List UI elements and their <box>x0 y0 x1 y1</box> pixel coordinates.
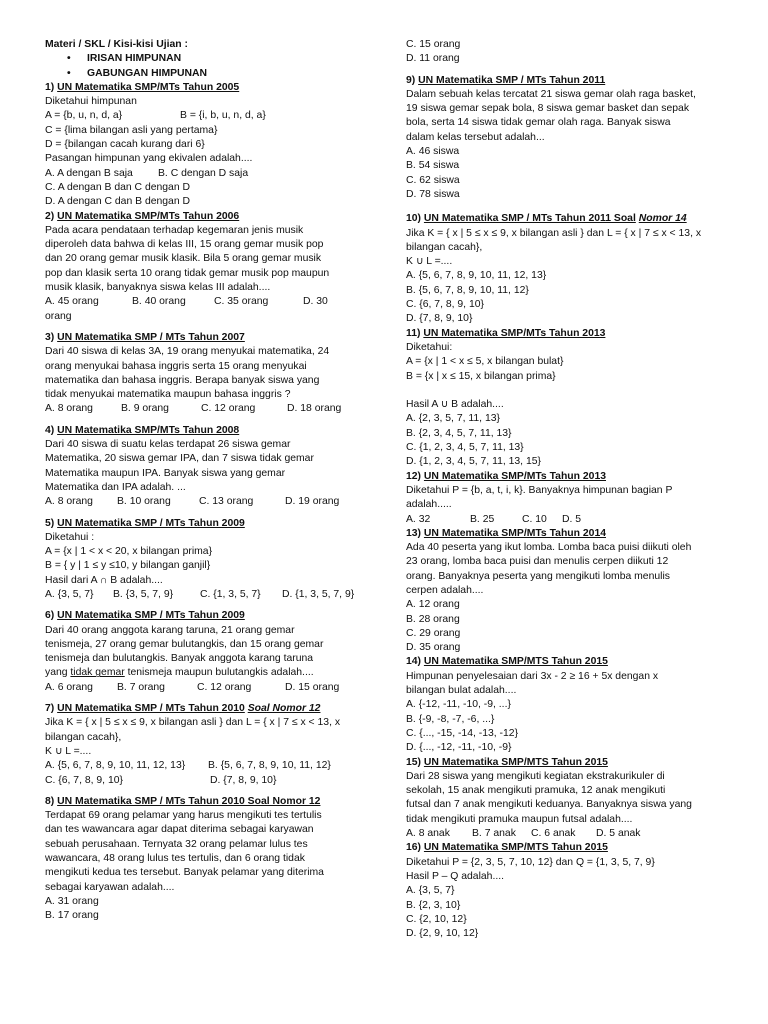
option-d: D. {7, 8, 9, 10} <box>406 313 473 325</box>
option-b: B. {5, 6, 7, 8, 9, 10, 11, 12} <box>406 284 529 296</box>
question-text: B = {x | x ≤ 15, x bilangan prima} <box>406 370 556 382</box>
question-heading: 11) UN Matematika SMP/MTs Tahun 2013 <box>406 327 606 339</box>
question-text: wawancara, 48 orang lulus tes tertulis, dan 6 orang tidak <box>45 853 305 865</box>
option-d: D. 30 <box>303 296 328 308</box>
option-d: D. {1, 3, 5, 7, 9} <box>282 588 355 600</box>
bullet-icon: • <box>67 67 71 79</box>
option-d: D. A dengan C dan B dengan D <box>45 196 191 208</box>
question-heading: 15) UN Matematika SMP/MTS Tahun 2015 <box>406 756 608 768</box>
option-c: C. {..., -15, -14, -13, -12} <box>406 727 519 739</box>
question-text: Ada 40 peserta yang ikut lomba. Lomba baca puisi diikuti oleh <box>406 542 692 554</box>
answer-options <box>45 681 390 695</box>
question-text: Diketahui P = {b, a, t, i, k}. Banyaknya himpunan bagian P <box>406 484 673 496</box>
question-text: sekolah, 15 anak mengikuti pramuka, 12 anak mengikuti <box>406 785 666 797</box>
question-text: adalah..... <box>406 499 452 511</box>
right-column <box>406 38 738 941</box>
option-b: B. 7 orang <box>117 681 165 693</box>
question-4 <box>45 424 390 510</box>
option-a: A. 45 orang <box>45 296 99 308</box>
question-text: tidak mengikuti pramuka maupun futsal adalah.... <box>406 813 633 825</box>
option-d: D. {2, 9, 10, 12} <box>406 928 479 940</box>
answer-options <box>45 402 390 416</box>
option-b: B. {2, 3, 10} <box>406 899 461 911</box>
question-text: futsal dan 7 anak mengikuti keduanya. Banyaknya siswa yang <box>406 799 692 811</box>
option-c: C. {1, 2, 3, 4, 5, 7, 11, 13} <box>406 442 524 454</box>
option-b: B. {5, 6, 7, 8, 9, 10, 11, 12} <box>208 760 331 772</box>
option-d: D. 5 anak <box>596 828 641 840</box>
option-b: B. 25 <box>470 513 495 525</box>
question-text: dan 20 orang gemar musik klasik. Bila 5 orang gemar musik <box>45 253 322 265</box>
question-text: bilangan cacah}, <box>45 731 122 743</box>
option-b: B. 9 orang <box>121 403 169 415</box>
option-a: A. A dengan B saja <box>45 167 133 179</box>
question-text: Terdapat 69 orang pelamar yang harus mengikuti tes tertulis <box>45 810 322 822</box>
question-heading: 1) UN Matematika SMP/MTs Tahun 2005 <box>45 81 240 93</box>
option-d: D. {7, 8, 9, 10} <box>210 774 277 786</box>
question-text: C = {lima bilangan asli yang pertama} <box>45 124 218 136</box>
question-heading: 2) UN Matematika SMP/MTs Tahun 2006 <box>45 210 240 222</box>
question-8 <box>45 795 390 924</box>
option-c: C. 29 orang <box>406 627 461 639</box>
option-d: D. 5 <box>562 513 582 525</box>
option-a: A. 8 orang <box>45 403 93 415</box>
question-text: D = {bilangan cacah kurang dari 6} <box>45 139 205 151</box>
question-text: Jika K = { x | 5 ≤ x ≤ 9, x bilangan asli } dan L = { x | 7 ≤ x < 13, x <box>45 717 341 729</box>
question-heading: 3) UN Matematika SMP / MTs Tahun 2007 <box>45 331 245 343</box>
question-2 <box>45 210 390 324</box>
option-c: C. 12 orang <box>201 403 256 415</box>
question-text: 19 siswa gemar sepak bola, 8 siswa gemar basket dan sepak <box>406 103 690 115</box>
answer-options <box>45 588 390 602</box>
option-a: A. 8 anak <box>406 828 450 840</box>
option-a: A. {-12, -11, -10, -9, ...} <box>406 699 511 711</box>
left-column <box>45 38 390 924</box>
question-11 <box>406 327 738 470</box>
question-heading: 13) UN Matematika SMP/MTs Tahun 2014 <box>406 527 606 539</box>
question-heading: 5) UN Matematika SMP / MTs Tahun 2009 <box>45 517 245 529</box>
option-a: A. {5, 6, 7, 8, 9, 10, 11, 12, 13} <box>45 760 186 772</box>
option-d: D. 78 siswa <box>406 188 460 200</box>
option-c: C. 62 siswa <box>406 174 460 186</box>
answer-options <box>45 495 390 509</box>
question-text: cerpen adalah.... <box>406 584 484 596</box>
question-text: Dari 40 orang anggota karang taruna, 21 orang gemar <box>45 624 295 636</box>
option-b: B. {3, 5, 7, 9} <box>113 588 174 600</box>
answer-options <box>45 167 390 181</box>
option-d-cont: orang <box>45 310 72 322</box>
question-text: Dari 28 siswa yang mengikuti kegiatan ekstrakurikuler di <box>406 770 665 782</box>
question-heading: 8) UN Matematika SMP / MTs Tahun 2010 Soal Nomor 12 <box>45 795 321 807</box>
option-b: B. 17 orang <box>45 910 99 922</box>
question-text: sebagai karyawan adalah.... <box>45 881 175 893</box>
option-c: C. 13 orang <box>199 496 254 508</box>
option-a: A. {5, 6, 7, 8, 9, 10, 11, 12, 13} <box>406 270 547 282</box>
option-c: C. {1, 3, 5, 7} <box>200 588 261 600</box>
question-text: Matematika, 20 siswa gemar IPA, dan 7 siswa tidak gemar <box>45 453 314 465</box>
option-a: A. 46 siswa <box>406 146 460 158</box>
option-a: A. 31 orang <box>45 895 99 907</box>
question-heading: 9) UN Matematika SMP / MTs Tahun 2011 <box>406 74 606 86</box>
question-text: Hasil A ∪ B adalah.... <box>406 399 504 411</box>
answer-options <box>45 295 390 309</box>
question-text: tenismeja dan bulutangkis. Banyak anggota karang taruna <box>45 653 314 665</box>
question-text: matematika dan bahasa inggris. Berapa banyak siswa yang <box>45 374 320 386</box>
blank-line <box>406 384 738 398</box>
question-12 <box>406 470 738 527</box>
option-c: C. A dengan B dan C dengan D <box>45 181 191 193</box>
option-d: D. {1, 2, 3, 4, 5, 7, 11, 13, 15} <box>406 456 541 468</box>
question-heading: 10) UN Matematika SMP / MTs Tahun 2011 Soal Nomor 14 <box>406 213 687 225</box>
question-text: tidak menyukai matematika maupun bahasa inggris ? <box>45 389 291 401</box>
question-13 <box>406 527 738 656</box>
option-d: D. 35 orang <box>406 642 461 654</box>
question-text: Pada acara pendataan terhadap kegemaran jenis musik <box>45 224 304 236</box>
question-text: Matematika maupun IPA. Banyak siswa yang gemar <box>45 467 286 479</box>
option-b: B. 7 anak <box>472 828 516 840</box>
question-text: Pasangan himpunan yang ekivalen adalah.... <box>45 153 253 165</box>
question-text: Dari 40 siswa di kelas 3A, 19 orang menyukai matematika, 24 <box>45 346 330 358</box>
question-heading: 12) UN Matematika SMP/MTs Tahun 2013 <box>406 470 606 482</box>
question-text: dalam kelas tersebut adalah... <box>406 131 545 143</box>
question-text: B = { y | 1 ≤ y ≤10, y bilangan ganjil} <box>45 560 211 572</box>
answer-options <box>45 774 390 788</box>
question-heading: 16) UN Matematika SMP/MTS Tahun 2015 <box>406 842 608 854</box>
question-heading: 14) UN Matematika SMP/MTS Tahun 2015 <box>406 656 608 668</box>
question-text: Hasil P – Q adalah.... <box>406 870 504 882</box>
question-text: K ∪ L =.... <box>45 745 92 757</box>
option-c: C. {6, 7, 8, 9, 10} <box>406 299 484 311</box>
option-c: C. 10 <box>522 513 547 525</box>
question-text: Diketahui P = {2, 3, 5, 7, 10, 12} dan Q = {1, 3, 5, 7, 9} <box>406 856 655 868</box>
question-text: orang. Banyaknya peserta yang mengikuti lomba menulis <box>406 570 670 582</box>
question-text: Diketahui: <box>406 341 453 353</box>
question-text: yang tidak gemar tenismeja maupun bulutangkis adalah.... <box>45 667 314 679</box>
question-15 <box>406 756 738 842</box>
question-heading: 6) UN Matematika SMP / MTs Tahun 2009 <box>45 610 245 622</box>
question-text: orang menyukai bahasa inggris serta 15 orang menyukai <box>45 360 307 372</box>
question-14 <box>406 655 738 755</box>
question-text: A = {b, u, n, d, a} B = {i, b, u, n, d, a} <box>45 110 266 122</box>
option-d: D. {..., -12, -11, -10, -9} <box>406 742 512 754</box>
option-c: C. 15 orang <box>406 39 461 50</box>
option-a: A. 8 orang <box>45 496 93 508</box>
option-a: A. {2, 3, 5, 7, 11, 13} <box>406 413 500 425</box>
question-text: A = {x | 1 < x ≤ 5, x bilangan bulat} <box>406 356 564 368</box>
question-text: tenismeja, 27 orang gemar bulutangkis, dan 15 orang gemar <box>45 638 324 650</box>
question-heading: 4) UN Matematika SMP/MTs Tahun 2008 <box>45 424 240 436</box>
question-text: bola, serta 14 siswa tidak gemar olah raga. Banyak siswa <box>406 117 671 129</box>
question-heading: 7) UN Matematika SMP / MTs Tahun 2010 Soal Nomor 12 <box>45 703 321 715</box>
option-d: D. 11 orang <box>406 53 460 65</box>
option-c: C. 6 anak <box>531 828 576 840</box>
option-b: B. {2, 3, 4, 5, 7, 11, 13} <box>406 427 512 439</box>
question-text: Matematika dan IPA adalah. ... <box>45 481 186 493</box>
question-text: Diketahui : <box>45 531 95 543</box>
option-b: B. 54 siswa <box>406 160 460 172</box>
option-c: C. 12 orang <box>197 681 252 693</box>
option-b: B. {-9, -8, -7, -6, ...} <box>406 713 495 725</box>
question-text: pop dan klasik serta 10 orang tidak gemar musik pop maupun <box>45 267 330 279</box>
question-5 <box>45 517 390 603</box>
question-text: A = {x | 1 < x < 20, x bilangan prima} <box>45 546 213 558</box>
question-text: K ∪ L =.... <box>406 256 453 268</box>
bullet-icon: • <box>67 53 71 65</box>
document-title: Materi / SKL / Kisi-kisi Ujian : <box>45 39 189 50</box>
option-b: B. C dengan D saja <box>158 167 249 179</box>
option-b: B. 10 orang <box>117 496 171 508</box>
question-text: sebuah perusahaan. Ternyata 32 orang pelamar lulus tes <box>45 838 308 850</box>
question-text: dan tes wawancara agar dapat diterima sebagai karyawan <box>45 824 314 836</box>
option-c: C. {2, 10, 12} <box>406 913 467 925</box>
answer-options <box>406 827 738 841</box>
question-text: Jika K = { x | 5 ≤ x ≤ 9, x bilangan asli } dan L = { x | 7 ≤ x < 13, x <box>406 227 702 239</box>
question-3 <box>45 331 390 417</box>
question-text: Dalam sebuah kelas tercatat 21 siswa gemar olah raga basket, <box>406 88 696 100</box>
option-b: B. 40 orang <box>132 296 186 308</box>
question-text: 23 orang, lomba baca puisi dan menulis cerpen diikuti 12 <box>406 556 669 568</box>
question-16 <box>406 841 738 941</box>
question-10 <box>406 212 738 326</box>
option-a: A. 6 orang <box>45 681 93 693</box>
question-text: bilangan cacah}, <box>406 241 483 253</box>
topic-bullet-1: • IRISAN HIMPUNAN <box>45 52 390 66</box>
question-7 <box>45 702 390 788</box>
option-b: B. 28 orang <box>406 613 460 625</box>
question-text: Himpunan penyelesaian dari 3x - 2 ≥ 16 + 5x dengan x <box>406 670 659 682</box>
option-c: C. {6, 7, 8, 9, 10} <box>45 774 123 786</box>
question-1 <box>45 81 390 210</box>
option-c: C. 35 orang <box>214 296 269 308</box>
option-a: A. {3, 5, 7} <box>45 588 94 600</box>
question-text: musik klasik, banyaknya siswa kelas III adalah.... <box>45 282 271 294</box>
question-6 <box>45 609 390 695</box>
answer-options <box>45 759 390 773</box>
option-a: A. 12 orang <box>406 599 460 611</box>
option-d: D. 18 orang <box>287 403 342 415</box>
topic-bullet-2: • GABUNGAN HIMPUNAN <box>45 67 390 81</box>
option-d: D. 15 orang <box>285 681 340 693</box>
question-text: Diketahui himpunan <box>45 96 137 108</box>
option-a: A. {3, 5, 7} <box>406 885 455 897</box>
option-d: D. 19 orang <box>285 496 340 508</box>
question-text: bilangan bulat adalah.... <box>406 685 517 697</box>
question-text: Hasil dari A ∩ B adalah.... <box>45 574 163 586</box>
answer-options <box>406 513 738 527</box>
question-text: mengikuti kedua tes tersebut. Banyak pelamar yang diterima <box>45 867 324 879</box>
question-text: diperoleh data bahwa di kelas III, 15 orang gemar musik pop <box>45 239 324 251</box>
question-text: Dari 40 siswa di suatu kelas terdapat 26 siswa gemar <box>45 439 291 451</box>
question-9 <box>406 74 738 203</box>
option-a: A. 32 <box>406 513 431 525</box>
